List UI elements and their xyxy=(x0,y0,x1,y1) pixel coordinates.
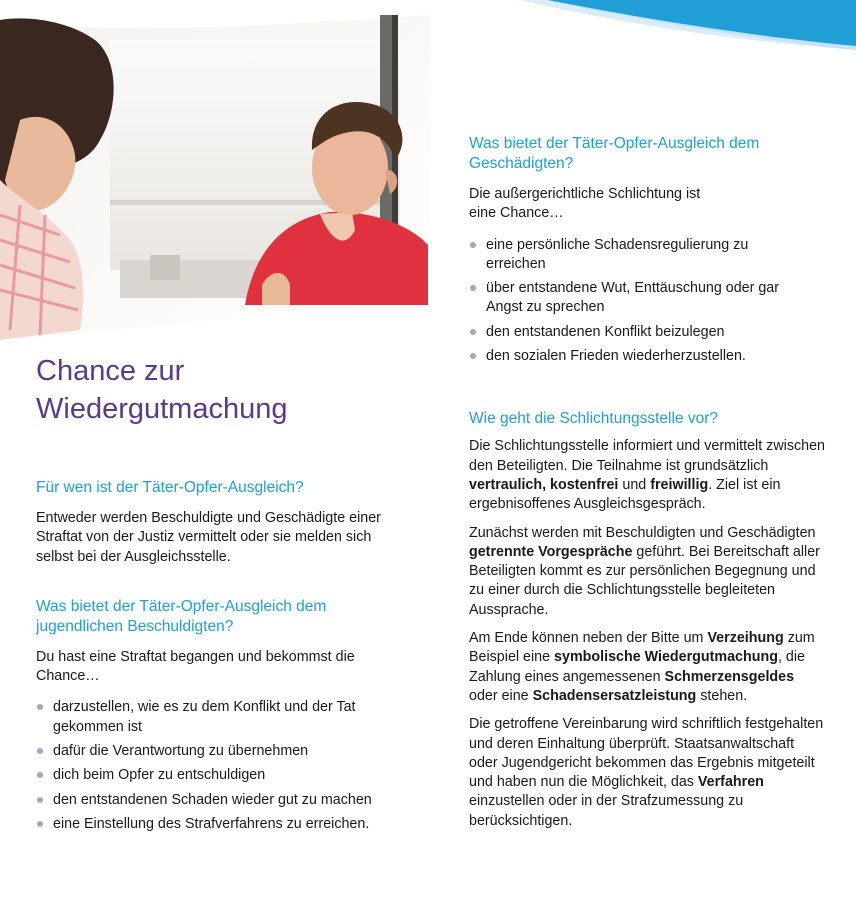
bullet-icon xyxy=(37,797,43,803)
bullet-icon xyxy=(37,821,43,827)
list-item: dafür die Verantwortung zu übernehmen xyxy=(36,742,396,761)
paragraph-vorgehen-4: Die getroffene Vereinbarung wird schriftlich festgehalten und deren Einhaltung überprüft. Staatsanwaltschaft oder Jugendgericht bekommen das Ergebnis mitgeteilt und haben nun die Möglichkeit, das Verfahren einzustellen oder in der Strafzumessung zu berücksichtigen. xyxy=(469,716,824,829)
list-item: eine Einstellung des Strafverfahrens zu erreichen. xyxy=(36,815,396,834)
bullet-icon xyxy=(470,353,476,359)
bullet-icon xyxy=(470,242,476,248)
bullet-icon xyxy=(470,329,476,335)
conversation-photo xyxy=(0,0,430,340)
list-jugendliche xyxy=(36,698,396,834)
page-title: Chance zur Wiedergutmachung xyxy=(36,355,288,425)
paragraph-geschaedigte-intro: Die außergerichtliche Schlichtung ist eine Chance… xyxy=(469,186,701,222)
bullet-icon xyxy=(37,748,43,754)
list-item: dich beim Opfer zu entschuldigen xyxy=(36,766,396,785)
right-column xyxy=(469,134,825,831)
heading-geschaedigte: Was bietet der Täter-Opfer-Ausgleich dem Geschädigten? xyxy=(469,135,760,172)
list-item: über entstandene Wut, Enttäuschung oder gar Angst zu sprechen xyxy=(469,279,789,318)
heading-fuer-wen: Für wen ist der Täter-Opfer-Ausgleich? xyxy=(36,479,304,496)
bullet-icon xyxy=(37,704,43,710)
heading-jugendliche: Was bietet der Täter-Opfer-Ausgleich dem jugendlichen Beschuldigten? xyxy=(36,597,327,635)
paragraph-vorgehen-1: Die Schlichtungsstelle informiert und vermittelt zwischen den Beteiligten. Die Teilnahme ist grundsätzlich vertraulich, kostenfrei und freiwillig. Ziel ist ein ergebnisoffenes Ausgleichsgespräch. xyxy=(469,438,825,513)
list-geschaedigte xyxy=(469,236,789,367)
bullet-icon xyxy=(470,285,476,291)
list-item: den entstandenen Schaden wieder gut zu machen xyxy=(36,791,396,810)
heading-vorgehen: Wie geht die Schlichtungsstelle vor? xyxy=(469,410,718,428)
list-item: eine persönliche Schadensregulierung zu erreichen xyxy=(469,236,789,275)
paragraph-fuer-wen: Entweder werden Beschuldigte und Geschädigte einer Straftat von der Justiz vermittelt oder sie melden sich selbst bei der Ausgleichsstelle. xyxy=(36,510,381,565)
list-item: den entstandenen Konflikt beizulegen xyxy=(469,323,789,342)
list-item: darzustellen, wie es zu dem Konflikt und der Tat gekommen ist xyxy=(36,698,396,737)
bullet-icon xyxy=(37,772,43,778)
list-item: den sozialen Frieden wiederherzustellen. xyxy=(469,347,789,366)
paragraph-jugendliche-intro: Du hast eine Straftat begangen und bekommst die Chance… xyxy=(36,648,355,685)
paragraph-vorgehen-2: Zunächst werden mit Beschuldigten und Geschädigten getrennte Vorgespräche geführt. Bei Bereitschaft aller Beteiligten kommt es zur persönlichen Begegnung und zu einer durch die Schlichtungsstelle begleiteten Aussprache. xyxy=(469,524,820,618)
paragraph-vorgehen-3: Am Ende können neben der Bitte um Verzeihung zum Beispiel eine symbolische Wiedergutmachung, die Zahlung eines angemessenen Schmerzensgeldes oder eine Schadensersatzleistung stehen. xyxy=(469,630,815,704)
left-column xyxy=(36,352,396,839)
